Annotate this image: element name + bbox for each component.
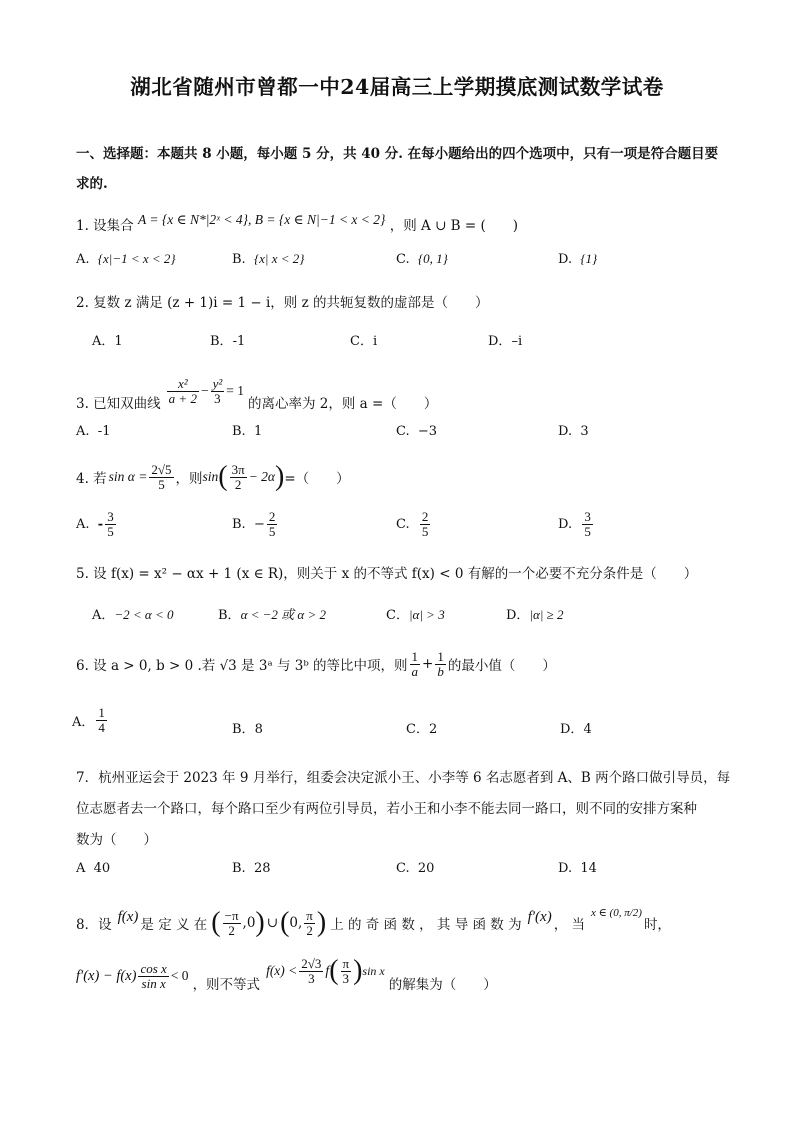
question-6: 6. 设 a > 0, b > 0 .若 √3 是 3ᵃ 与 3ᵇ 的等比中项，则 $\frac{1}{a}$ + $\frac{1}{b}$ 的最小值（ ） [76,648,556,679]
q5-option-b: B．α < −2 或 α > 2 [218,607,327,623]
q3-option-c: C. −3 [396,424,438,439]
q8-domain-interval: ( $\frac{-\pi}{2}$ , 0 ) ∪ ( 0 , $\frac{\pi}{2}$ ) [211,907,327,938]
q5-option-c: C．|α| > 3 [386,607,445,623]
q7-option-d: D. 14 [558,861,597,876]
question-2: 2. 复数 z 满足 (z + 1)i = 1 − i，则 z 的共轭复数的虚部是（ ） [76,295,489,311]
question-1 [76,214,518,234]
q1-option-d: D. {1} [558,251,598,267]
q3-option-b: B. 1 [232,424,263,439]
q2-option-a: A．1 [92,334,123,349]
q1-option-a: A. {x|−1 < x < 2} [76,251,176,267]
q1-sets: A = {x ∈ N*|2ˣ < 4}, B = {x ∈ N|−1 < x < 2} [137,212,386,227]
question-7-line1: 7．杭州亚运会于 2023 年 9 月举行，组委会决定派小王、小李等 6 名志愿者到 A、B 两个路口做引导员，每 [76,770,731,786]
q3-option-d: D. 3 [558,424,589,439]
q3-option-a: A. -1 [76,424,111,439]
q1-option-b: B. {x| x < 2} [232,251,305,267]
q4-option-d: D. $\frac{3}{5}$ [558,509,591,539]
q3-hyperbola-equation: $\frac{\text{x²}}{a + 2}$ − $\frac{\text{y²}}{3}$ = 1 [168,375,244,406]
q2-option-d: D．–i [488,334,523,349]
q5-option-d: D．|α| ≥ 2 [506,607,564,623]
q6-option-c: C．2 [406,722,438,737]
question-5: 5. 设 f(x) = x² − αx + 1 (x ∈ R)，则关于 x 的不等式 f(x) < 0 有解的一个必要不充分条件是（ ） [76,566,698,582]
question-8-line1: 8．设 f(x) 是 定 义 在 ( $\frac{-\pi}{2}$ , 0 ) ∪ ( 0 , $\frac{\pi}{2}$ ) 上 的 奇 函 数 ， 其 导 函 数 为 f′(x) ， 当 x ∈ (0, π/2) 时， [76,906,671,938]
q5-option-a: A．−2 < α < 0 [92,607,174,623]
q1-tail: ，则 A ∪ B = ( ) [389,218,519,234]
question-7-line3: 数为（ ） [76,832,157,848]
section-heading-line1: 一、选择题：本题共 8 小题，每小题 5 分，共 40 分. 在每小题给出的四个选项中，只有一项是符合题目要 [76,146,719,162]
q7-option-b: B. 28 [232,861,271,876]
q6-option-a: A． $\frac{1}{4}$ [72,705,105,735]
question-7-line2: 位志愿者去一个路口，每个路口至少有两位引导员，若小王和小李不能去同一路口，则不同的安排方案种 [76,801,697,817]
q6-option-d: D．4 [560,722,592,737]
q3-number: 3. 已知双曲线 [76,396,161,412]
q8-inequality: f(x) < $\frac{2√3}{3}$ f ( $\frac{\pi}{3}$ ) sin x [266,955,385,986]
q4-option-a: A. - $\frac{3}{5}$ [76,509,114,539]
q7-option-c: C. 20 [396,861,435,876]
question-8-line2: f′(x) − f(x) $\frac{\text{cos x}}{\text{sin x}}$ < 0 ，则不等式 f(x) < $\frac{2√3}{3}$ f ( $\frac{\pi}{3}$ ) sin x 的解集为（ ） [76,955,497,993]
q4-option-c: C. $\frac{2}{5}$ [396,509,429,539]
question-4: 4. 若 sin α = $\frac{2√5}{5}$ ，则 sin ( $\frac{3\pi}{2}$ − 2α ) =（ ） [76,461,350,492]
q6-option-b: B．8 [232,722,263,737]
q2-option-b: B．-1 [210,334,246,349]
page-title: 湖北省随州市曾都一中24届高三上学期摸底测试数学试卷 [130,75,664,99]
q1-number: 1. 设集合 [76,218,134,234]
q2-option-c: C．i [350,334,378,349]
q7-option-a: A 40 [76,861,111,876]
section-heading-line2: 求的. [76,176,108,192]
q4-option-b: B. − $\frac{2}{5}$ [232,509,276,539]
q1-option-c: C. {0, 1} [396,251,448,267]
question-3 [76,362,437,420]
q3-tail: 的离心率为 2，则 a =（ ） [248,396,438,412]
